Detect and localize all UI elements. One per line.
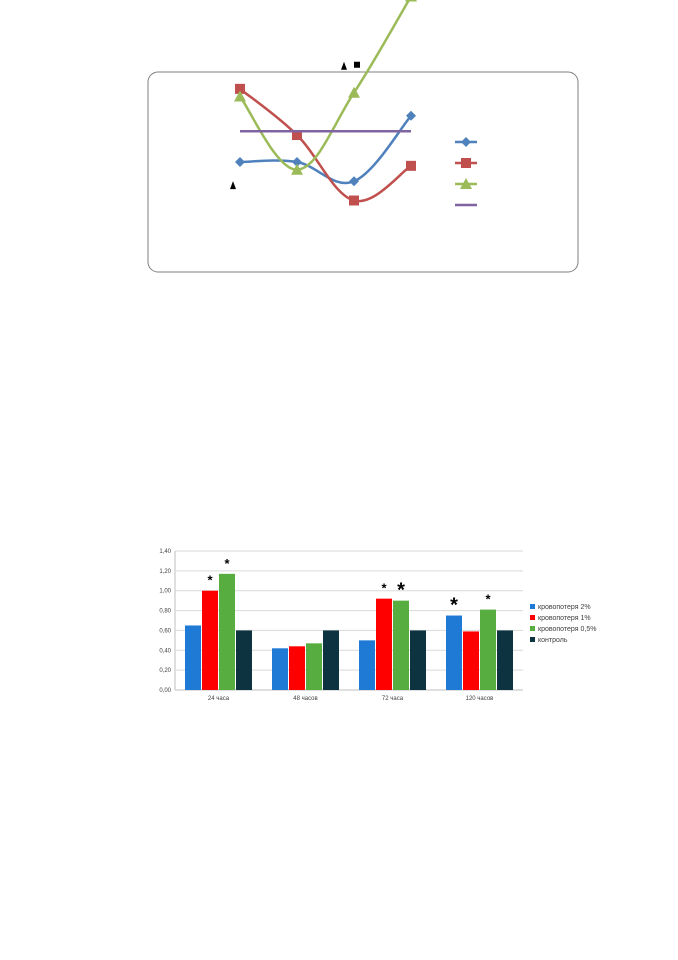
bar-legend-label-0: кровопотеря 2% <box>538 604 591 611</box>
bar-0-3 <box>236 630 252 690</box>
bar-x-label-1: 48 часов <box>293 696 318 702</box>
bar-legend-label-1: кровопотеря 1% <box>538 615 591 622</box>
bar-0-0 <box>185 625 201 690</box>
bar-y-tick-7: 1,40 <box>159 549 171 555</box>
bar-2-3 <box>410 630 426 690</box>
bar-legend-label-2: кровопотеря 0,5% <box>538 626 597 633</box>
bar-legend-swatch-2 <box>530 626 535 631</box>
bar-1-0 <box>272 648 288 690</box>
bar-x-label-2: 72 часа <box>381 696 404 702</box>
bar-x-label-3: 120 часов <box>465 696 494 702</box>
bar-significance-mark-1: * <box>224 555 230 571</box>
bar-1-1 <box>289 646 305 690</box>
bar-1-2 <box>306 643 322 690</box>
bar-x-axis-labels <box>208 696 493 702</box>
bar-significance-mark-2: * <box>381 580 387 596</box>
bar-significance-mark-3: * <box>397 579 405 602</box>
bar-significance-mark-4: * <box>450 594 458 617</box>
bar-significance-mark-5: * <box>485 591 491 607</box>
bar-3-0 <box>446 616 462 690</box>
bar-y-tick-4: 0,80 <box>159 608 171 615</box>
bar-y-tick-0: 0,00 <box>159 688 171 694</box>
bar-0-1 <box>202 591 218 690</box>
bar-2-1 <box>376 599 392 690</box>
bar-legend <box>530 604 596 644</box>
bar-y-tick-1: 0,20 <box>159 668 171 675</box>
bar-bars <box>185 574 513 690</box>
bar-significance-marks <box>207 556 491 617</box>
bar-y-tick-5: 1,00 <box>159 588 171 595</box>
bar-y-tick-3: 0,60 <box>159 628 171 635</box>
bar-x-label-0: 24 часа <box>207 696 230 702</box>
bar-legend-swatch-0 <box>530 604 535 609</box>
bar-3-1 <box>463 631 479 690</box>
bar-legend-swatch-1 <box>530 615 535 620</box>
bar-legend-swatch-3 <box>530 637 535 642</box>
bar-0-2 <box>219 574 235 690</box>
bar-2-2 <box>393 601 409 690</box>
bar-3-2 <box>480 610 496 690</box>
bar-2-0 <box>359 640 375 690</box>
bar-significance-mark-0: * <box>207 572 213 588</box>
bar-y-tick-6: 1,20 <box>159 568 171 575</box>
bar-y-tick-2: 0,40 <box>159 648 171 655</box>
bar-y-axis-ticks <box>159 549 171 694</box>
bar-3-3 <box>497 630 513 690</box>
bar-legend-label-3: контроль <box>538 637 568 644</box>
bar-1-3 <box>323 630 339 690</box>
